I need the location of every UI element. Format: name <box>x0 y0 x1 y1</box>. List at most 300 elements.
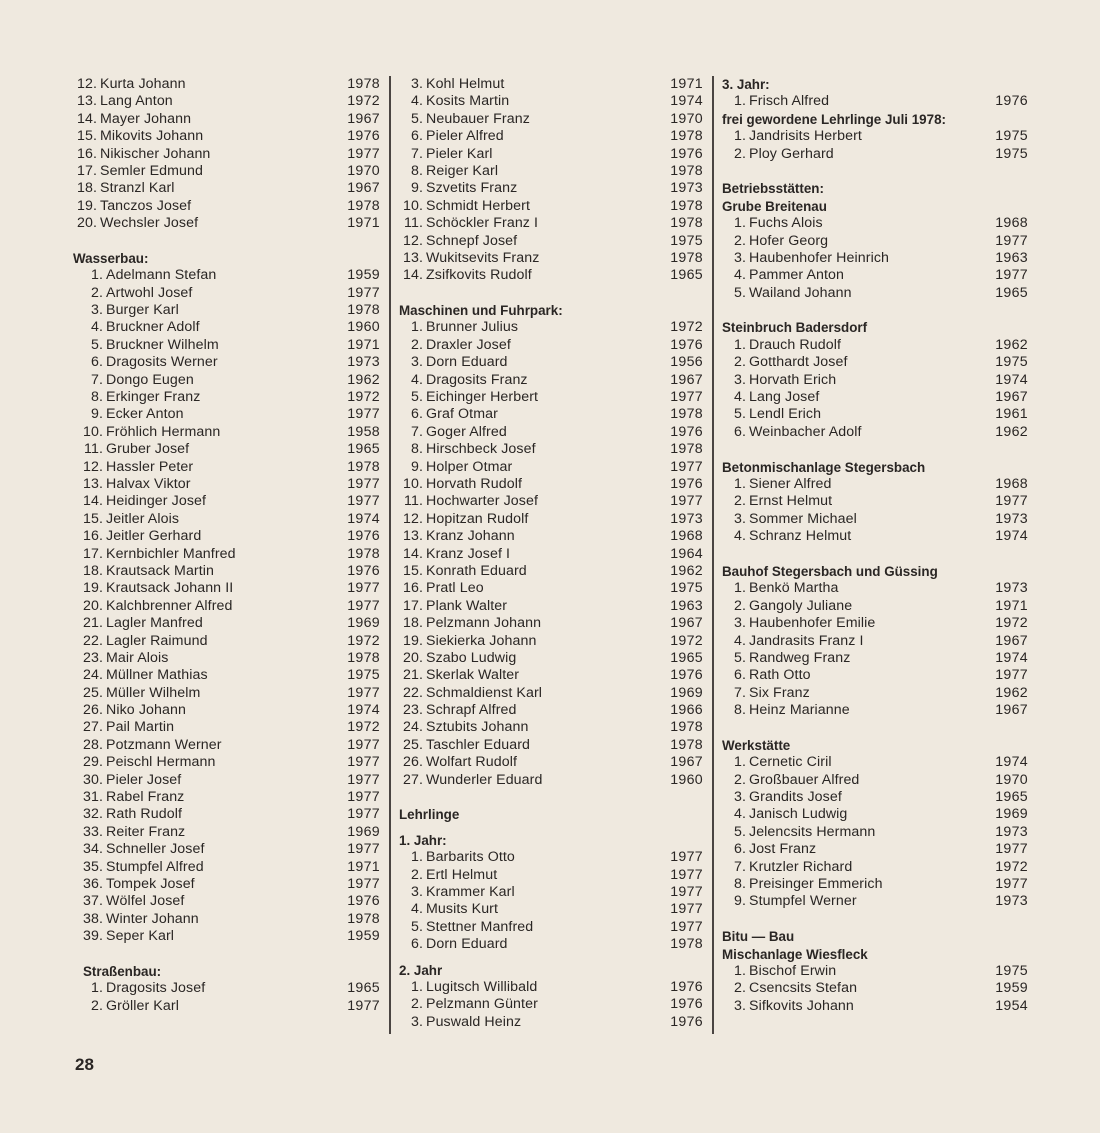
entry-year: 1967 <box>347 180 380 197</box>
entry-number: 5. <box>410 110 423 127</box>
list-item <box>399 754 703 771</box>
entry-number: 18. <box>402 615 423 632</box>
entry-name <box>722 650 850 667</box>
list-item <box>399 389 703 406</box>
section-heading-betrieb: Betriebsstätten: <box>722 181 824 197</box>
list-item <box>399 163 703 180</box>
entry-name-text: Brunner Julius <box>426 319 519 336</box>
list-item <box>399 936 703 953</box>
entry-number: 8. <box>733 702 746 719</box>
entry-name-text: Pieler Karl <box>426 145 493 162</box>
list-steinbruch <box>722 337 1028 441</box>
entry-number: 3. <box>733 249 746 266</box>
entry-name-text: Halvax Viktor <box>106 475 191 492</box>
entry-name <box>722 806 847 823</box>
entry-name-text: Stranzl Karl <box>100 180 175 197</box>
list-item <box>73 180 380 197</box>
entry-year: 1975 <box>995 962 1028 979</box>
list-item <box>722 841 1028 858</box>
entry-year: 1972 <box>347 93 380 110</box>
list-item <box>79 928 380 945</box>
list-continued <box>73 76 380 233</box>
entry-number: 21. <box>82 615 103 632</box>
column-1 <box>73 76 380 1015</box>
entry-year: 1970 <box>995 771 1028 788</box>
list-werkstaette <box>722 754 1028 911</box>
entry-number: 3. <box>410 76 423 92</box>
entry-year: 1977 <box>347 284 380 301</box>
entry-year: 1968 <box>670 528 703 545</box>
list-item <box>399 146 703 163</box>
entry-year: 1978 <box>347 649 380 666</box>
entry-year: 1967 <box>670 615 703 632</box>
entry-name-text: Mair Alois <box>106 649 169 666</box>
entry-number: 2. <box>733 232 746 249</box>
entry-year: 1976 <box>670 1013 703 1030</box>
entry-number: 14. <box>76 110 97 127</box>
entry-name-text: Siekierka Johann <box>426 632 537 649</box>
entry-year: 1974 <box>995 528 1028 545</box>
entry-year: 1960 <box>347 319 380 336</box>
entry-number: 34. <box>82 841 103 858</box>
list-item <box>79 372 380 389</box>
entry-name-text: Lendl Erich <box>749 406 822 423</box>
entry-name-text: Kranz Johann <box>426 528 515 545</box>
entry-name <box>399 128 504 145</box>
entry-name-text: Wölfel Josef <box>106 893 185 910</box>
entry-number: 1. <box>733 336 746 353</box>
entry-year: 1973 <box>670 510 703 527</box>
section-heading-werkstaette: Werkstätte <box>722 737 791 753</box>
list-item <box>722 789 1028 806</box>
list-item <box>722 285 1028 302</box>
list-item <box>79 337 380 354</box>
list-item <box>79 406 380 423</box>
entry-year: 1965 <box>670 649 703 666</box>
entry-name-text: Siener Alfred <box>749 475 832 492</box>
entry-number: 9. <box>90 406 103 423</box>
list-item <box>722 963 1028 980</box>
list-item <box>73 215 380 232</box>
entry-name-text: Stumpfel Werner <box>749 893 857 910</box>
entry-name-text: Krautsack Martin <box>106 562 215 579</box>
entry-year: 1977 <box>347 597 380 614</box>
list-item <box>79 546 380 563</box>
entry-name-text: Csencsits Stefan <box>749 980 858 997</box>
entry-name <box>73 93 173 110</box>
list-item <box>399 598 703 615</box>
entry-name-text: Schöckler Franz I <box>426 215 539 232</box>
entry-name-text: Plank Walter <box>426 597 508 614</box>
entry-number: 27. <box>82 719 103 736</box>
entry-name <box>79 493 206 510</box>
list-item <box>79 980 380 997</box>
entry-year: 1977 <box>995 875 1028 892</box>
entry-number: 28. <box>82 736 103 753</box>
entry-name <box>399 372 528 389</box>
entry-name-text: Seper Karl <box>106 928 175 945</box>
entry-year: 1973 <box>670 180 703 197</box>
entry-year: 1973 <box>347 354 380 371</box>
entry-number: 33. <box>82 823 103 840</box>
entry-number: 15. <box>82 510 103 527</box>
list-item <box>722 980 1028 997</box>
entry-name <box>722 424 862 441</box>
entry-name <box>79 824 185 841</box>
list-item <box>79 598 380 615</box>
entry-name <box>79 667 208 684</box>
list-item <box>79 859 380 876</box>
entry-name-text: Pelzmann Johann <box>426 615 542 632</box>
entry-name <box>73 146 210 163</box>
subheading-mischanlage: Mischanlage Wiesfleck <box>722 946 868 962</box>
entry-year: 1977 <box>347 493 380 510</box>
entry-name-text: Adelmann Stefan <box>106 267 217 284</box>
entry-number: 1. <box>90 980 103 997</box>
list-item <box>722 754 1028 771</box>
list-item <box>73 163 380 180</box>
entry-number: 13. <box>76 93 97 110</box>
list-item <box>399 919 703 936</box>
entry-name <box>73 76 186 93</box>
entry-name <box>399 389 538 406</box>
entry-year: 1962 <box>995 336 1028 353</box>
entry-name-text: Bruckner Wilhelm <box>106 336 219 353</box>
entry-number: 30. <box>82 771 103 788</box>
entry-name <box>79 267 216 284</box>
entry-name-text: Musits Kurt <box>426 901 499 918</box>
entry-year: 1977 <box>670 493 703 510</box>
list-item <box>399 580 703 597</box>
entry-name <box>79 372 194 389</box>
entry-name <box>79 841 205 858</box>
entry-number: 7. <box>733 684 746 701</box>
list-item <box>722 615 1028 632</box>
entry-number: 1. <box>733 93 746 110</box>
list-item <box>722 580 1028 597</box>
entry-name <box>722 337 841 354</box>
list-item <box>79 493 380 510</box>
entry-name-text: Hofer Georg <box>749 232 829 249</box>
list-item <box>399 1014 703 1031</box>
list-item <box>399 849 703 866</box>
list-item <box>722 772 1028 789</box>
entry-name <box>79 615 203 632</box>
entry-year: 1977 <box>995 841 1028 858</box>
list-item <box>79 702 380 719</box>
list-item <box>399 772 703 789</box>
entry-name <box>722 528 851 545</box>
section-heading-steinbruch: Steinbruch Badersdorf <box>722 320 868 336</box>
list-strassenbau <box>79 980 380 1015</box>
list-item <box>399 215 703 232</box>
entry-number: 6. <box>410 128 423 145</box>
entry-name <box>73 198 191 215</box>
entry-year: 1971 <box>347 215 380 232</box>
entry-number: 8. <box>410 441 423 458</box>
entry-name-text: Dorn Eduard <box>426 354 508 371</box>
entry-number: 25. <box>402 736 423 753</box>
entry-name <box>722 772 859 789</box>
list-wasserbau <box>79 267 380 945</box>
entry-number: 15. <box>402 562 423 579</box>
entry-name-text: Dragosits Werner <box>106 354 218 371</box>
entry-year: 1962 <box>995 423 1028 440</box>
list-item <box>722 511 1028 528</box>
entry-number: 2. <box>733 145 746 162</box>
entry-name <box>79 459 193 476</box>
entry-name <box>722 389 819 406</box>
entry-name <box>399 633 536 650</box>
entry-number: 7. <box>733 858 746 875</box>
entry-year: 1972 <box>995 615 1028 632</box>
list-item <box>79 511 380 528</box>
entry-name <box>722 998 854 1015</box>
entry-name <box>79 928 174 945</box>
entry-name <box>722 511 857 528</box>
list-item <box>399 615 703 632</box>
entry-name-text: Mayer Johann <box>100 110 192 127</box>
entry-year: 1977 <box>670 883 703 900</box>
list-item <box>79 998 380 1015</box>
list-item <box>73 111 380 128</box>
entry-year: 1978 <box>670 162 703 179</box>
entry-number: 11. <box>404 215 423 232</box>
entry-name-text: Schnepf Josef <box>426 232 518 249</box>
list-item <box>79 459 380 476</box>
entry-number: 13. <box>82 475 103 492</box>
entry-name-text: Wukitsevits Franz <box>426 249 540 266</box>
entry-year: 1967 <box>995 702 1028 719</box>
entry-name <box>722 685 810 702</box>
list-item <box>73 76 380 93</box>
entry-name <box>399 901 498 918</box>
entry-year: 1974 <box>670 93 703 110</box>
entry-number: 15. <box>76 128 97 145</box>
entry-name-text: Wechsler Josef <box>100 215 199 232</box>
entry-number: 12. <box>402 510 423 527</box>
entry-year: 1978 <box>347 458 380 475</box>
subheading-jahr1: 1. Jahr: <box>399 832 447 848</box>
entry-name-text: Kernbichler Manfred <box>106 545 236 562</box>
list-item <box>399 233 703 250</box>
entry-name <box>73 180 175 197</box>
entry-year: 1974 <box>347 702 380 719</box>
entry-number: 3. <box>733 615 746 632</box>
entry-name <box>722 493 832 510</box>
entry-year: 1970 <box>670 110 703 127</box>
entry-name <box>722 824 875 841</box>
entry-name <box>79 702 186 719</box>
entry-number: 2. <box>733 597 746 614</box>
entry-number: 4. <box>733 389 746 406</box>
entry-name <box>722 93 829 110</box>
entry-name-text: Rath Otto <box>749 667 811 684</box>
entry-year: 1965 <box>347 441 380 458</box>
entry-name-text: Niko Johann <box>106 702 186 719</box>
entry-name-text: Heidinger Josef <box>106 493 207 510</box>
entry-number: 2. <box>733 980 746 997</box>
entry-name <box>399 511 528 528</box>
list-item <box>79 650 380 667</box>
entry-number: 1. <box>733 754 746 771</box>
entry-name <box>722 754 832 771</box>
list-item <box>722 650 1028 667</box>
entry-name-text: Erkinger Franz <box>106 389 201 406</box>
entry-year: 1960 <box>670 771 703 788</box>
entry-name <box>79 893 184 910</box>
entry-name-text: Cernetic Ciril <box>749 754 832 771</box>
entry-name-text: Sztubits Johann <box>426 719 529 736</box>
entry-name <box>722 128 862 145</box>
entry-name-text: Janisch Ludwig <box>749 806 848 823</box>
entry-name-text: Rath Rudolf <box>106 806 183 823</box>
entry-number: 20. <box>82 597 103 614</box>
entry-name <box>722 372 836 389</box>
list-item <box>399 667 703 684</box>
entry-number: 14. <box>402 545 423 562</box>
list-item <box>79 580 380 597</box>
entry-number: 5. <box>733 406 746 423</box>
entry-year: 1977 <box>347 841 380 858</box>
entry-name-text: Jandrasits Franz I <box>749 632 864 649</box>
list-item <box>399 702 703 719</box>
list-item <box>79 633 380 650</box>
entry-year: 1974 <box>995 754 1028 771</box>
entry-name <box>722 876 883 893</box>
list-item <box>79 911 380 928</box>
entry-number: 4. <box>733 632 746 649</box>
list-item <box>79 685 380 702</box>
entry-number: 2. <box>733 354 746 371</box>
entry-name-text: Fröhlich Hermann <box>106 423 221 440</box>
entry-number: 5. <box>733 284 746 301</box>
entry-name-text: Sommer Michael <box>749 510 857 527</box>
entry-name-text: Schrapf Alfred <box>426 702 517 719</box>
entry-name-text: Burger Karl <box>106 302 179 319</box>
list-item <box>722 998 1028 1015</box>
entry-name <box>399 424 507 441</box>
entry-name <box>399 919 533 936</box>
entry-number: 4. <box>733 267 746 284</box>
entry-year: 1972 <box>995 858 1028 875</box>
entry-name <box>79 528 201 545</box>
entry-number: 6. <box>733 667 746 684</box>
entry-name-text: Sifkovits Johann <box>749 997 854 1014</box>
entry-name <box>73 215 198 232</box>
entry-name-text: Benkö Martha <box>749 580 839 597</box>
entry-name <box>722 980 857 997</box>
entry-name-text: Peischl Hermann <box>106 754 216 771</box>
entry-number: 17. <box>82 545 103 562</box>
entry-number: 4. <box>410 371 423 388</box>
entry-name <box>79 650 169 667</box>
entry-number: 39. <box>82 928 103 945</box>
entry-name-text: Gruber Josef <box>106 441 190 458</box>
entry-name-text: Jelencsits Hermann <box>749 823 876 840</box>
entry-name-text: Reiger Karl <box>426 162 499 179</box>
entry-number: 10. <box>402 475 423 492</box>
entry-name <box>399 546 510 563</box>
entry-year: 1976 <box>347 562 380 579</box>
list-item <box>399 979 703 996</box>
entry-year: 1978 <box>670 936 703 953</box>
section-heading-wasserbau: Wasserbau: <box>73 250 149 266</box>
entry-year: 1977 <box>347 145 380 162</box>
list-item <box>722 806 1028 823</box>
entry-year: 1971 <box>995 597 1028 614</box>
entry-name <box>399 615 541 632</box>
list-item <box>399 459 703 476</box>
entry-year: 1974 <box>995 649 1028 666</box>
entry-name <box>399 702 517 719</box>
entry-number: 26. <box>82 702 103 719</box>
entry-year: 1977 <box>347 806 380 823</box>
entry-year: 1961 <box>995 406 1028 423</box>
list-jahr2 <box>399 979 703 1031</box>
entry-year: 1977 <box>347 580 380 597</box>
entry-name-text: Jeitler Gerhard <box>106 528 202 545</box>
list-item <box>722 528 1028 545</box>
list-item <box>79 424 380 441</box>
list-item <box>399 93 703 110</box>
list-item <box>399 424 703 441</box>
entry-number: 14. <box>402 267 423 284</box>
entry-number: 2. <box>90 284 103 301</box>
entry-name-text: Randweg Franz <box>749 649 851 666</box>
entry-name <box>79 406 184 423</box>
entry-name-text: Schmidt Herbert <box>426 197 530 214</box>
entry-year: 1962 <box>995 684 1028 701</box>
entry-name-text: Hirschbeck Josef <box>426 441 536 458</box>
list-item <box>399 198 703 215</box>
entry-name-text: Szabo Ludwig <box>426 649 517 666</box>
entry-year: 1977 <box>995 667 1028 684</box>
entry-year: 1967 <box>995 632 1028 649</box>
entry-number: 36. <box>82 875 103 892</box>
entry-year: 1966 <box>670 702 703 719</box>
entry-number: 16. <box>402 580 423 597</box>
entry-name-text: Drauch Rudolf <box>749 336 841 353</box>
entry-number: 1. <box>733 215 746 232</box>
entry-name <box>79 302 179 319</box>
entry-number: 25. <box>82 684 103 701</box>
entry-year: 1973 <box>995 510 1028 527</box>
entry-number: 6. <box>410 936 423 953</box>
entry-number: 5. <box>733 823 746 840</box>
column-divider-right <box>712 76 714 1034</box>
entry-name <box>79 772 181 789</box>
entry-year: 1977 <box>995 493 1028 510</box>
entry-name <box>79 719 174 736</box>
list-item <box>722 667 1028 684</box>
entry-name <box>399 936 508 953</box>
list-item <box>399 685 703 702</box>
entry-year: 1962 <box>347 371 380 388</box>
entry-name <box>73 128 203 145</box>
entry-name-text: Bischof Erwin <box>749 962 837 979</box>
entry-name-text: Hochwarter Josef <box>426 493 538 510</box>
entry-number: 19. <box>402 632 423 649</box>
entry-name-text: Dorn Eduard <box>426 936 508 953</box>
entry-name <box>399 319 518 336</box>
entry-year: 1977 <box>670 901 703 918</box>
entry-name <box>79 511 179 528</box>
entry-name-text: Schneller Josef <box>106 841 205 858</box>
entry-name <box>79 633 208 650</box>
entry-year: 1977 <box>670 866 703 883</box>
entry-name <box>399 884 515 901</box>
